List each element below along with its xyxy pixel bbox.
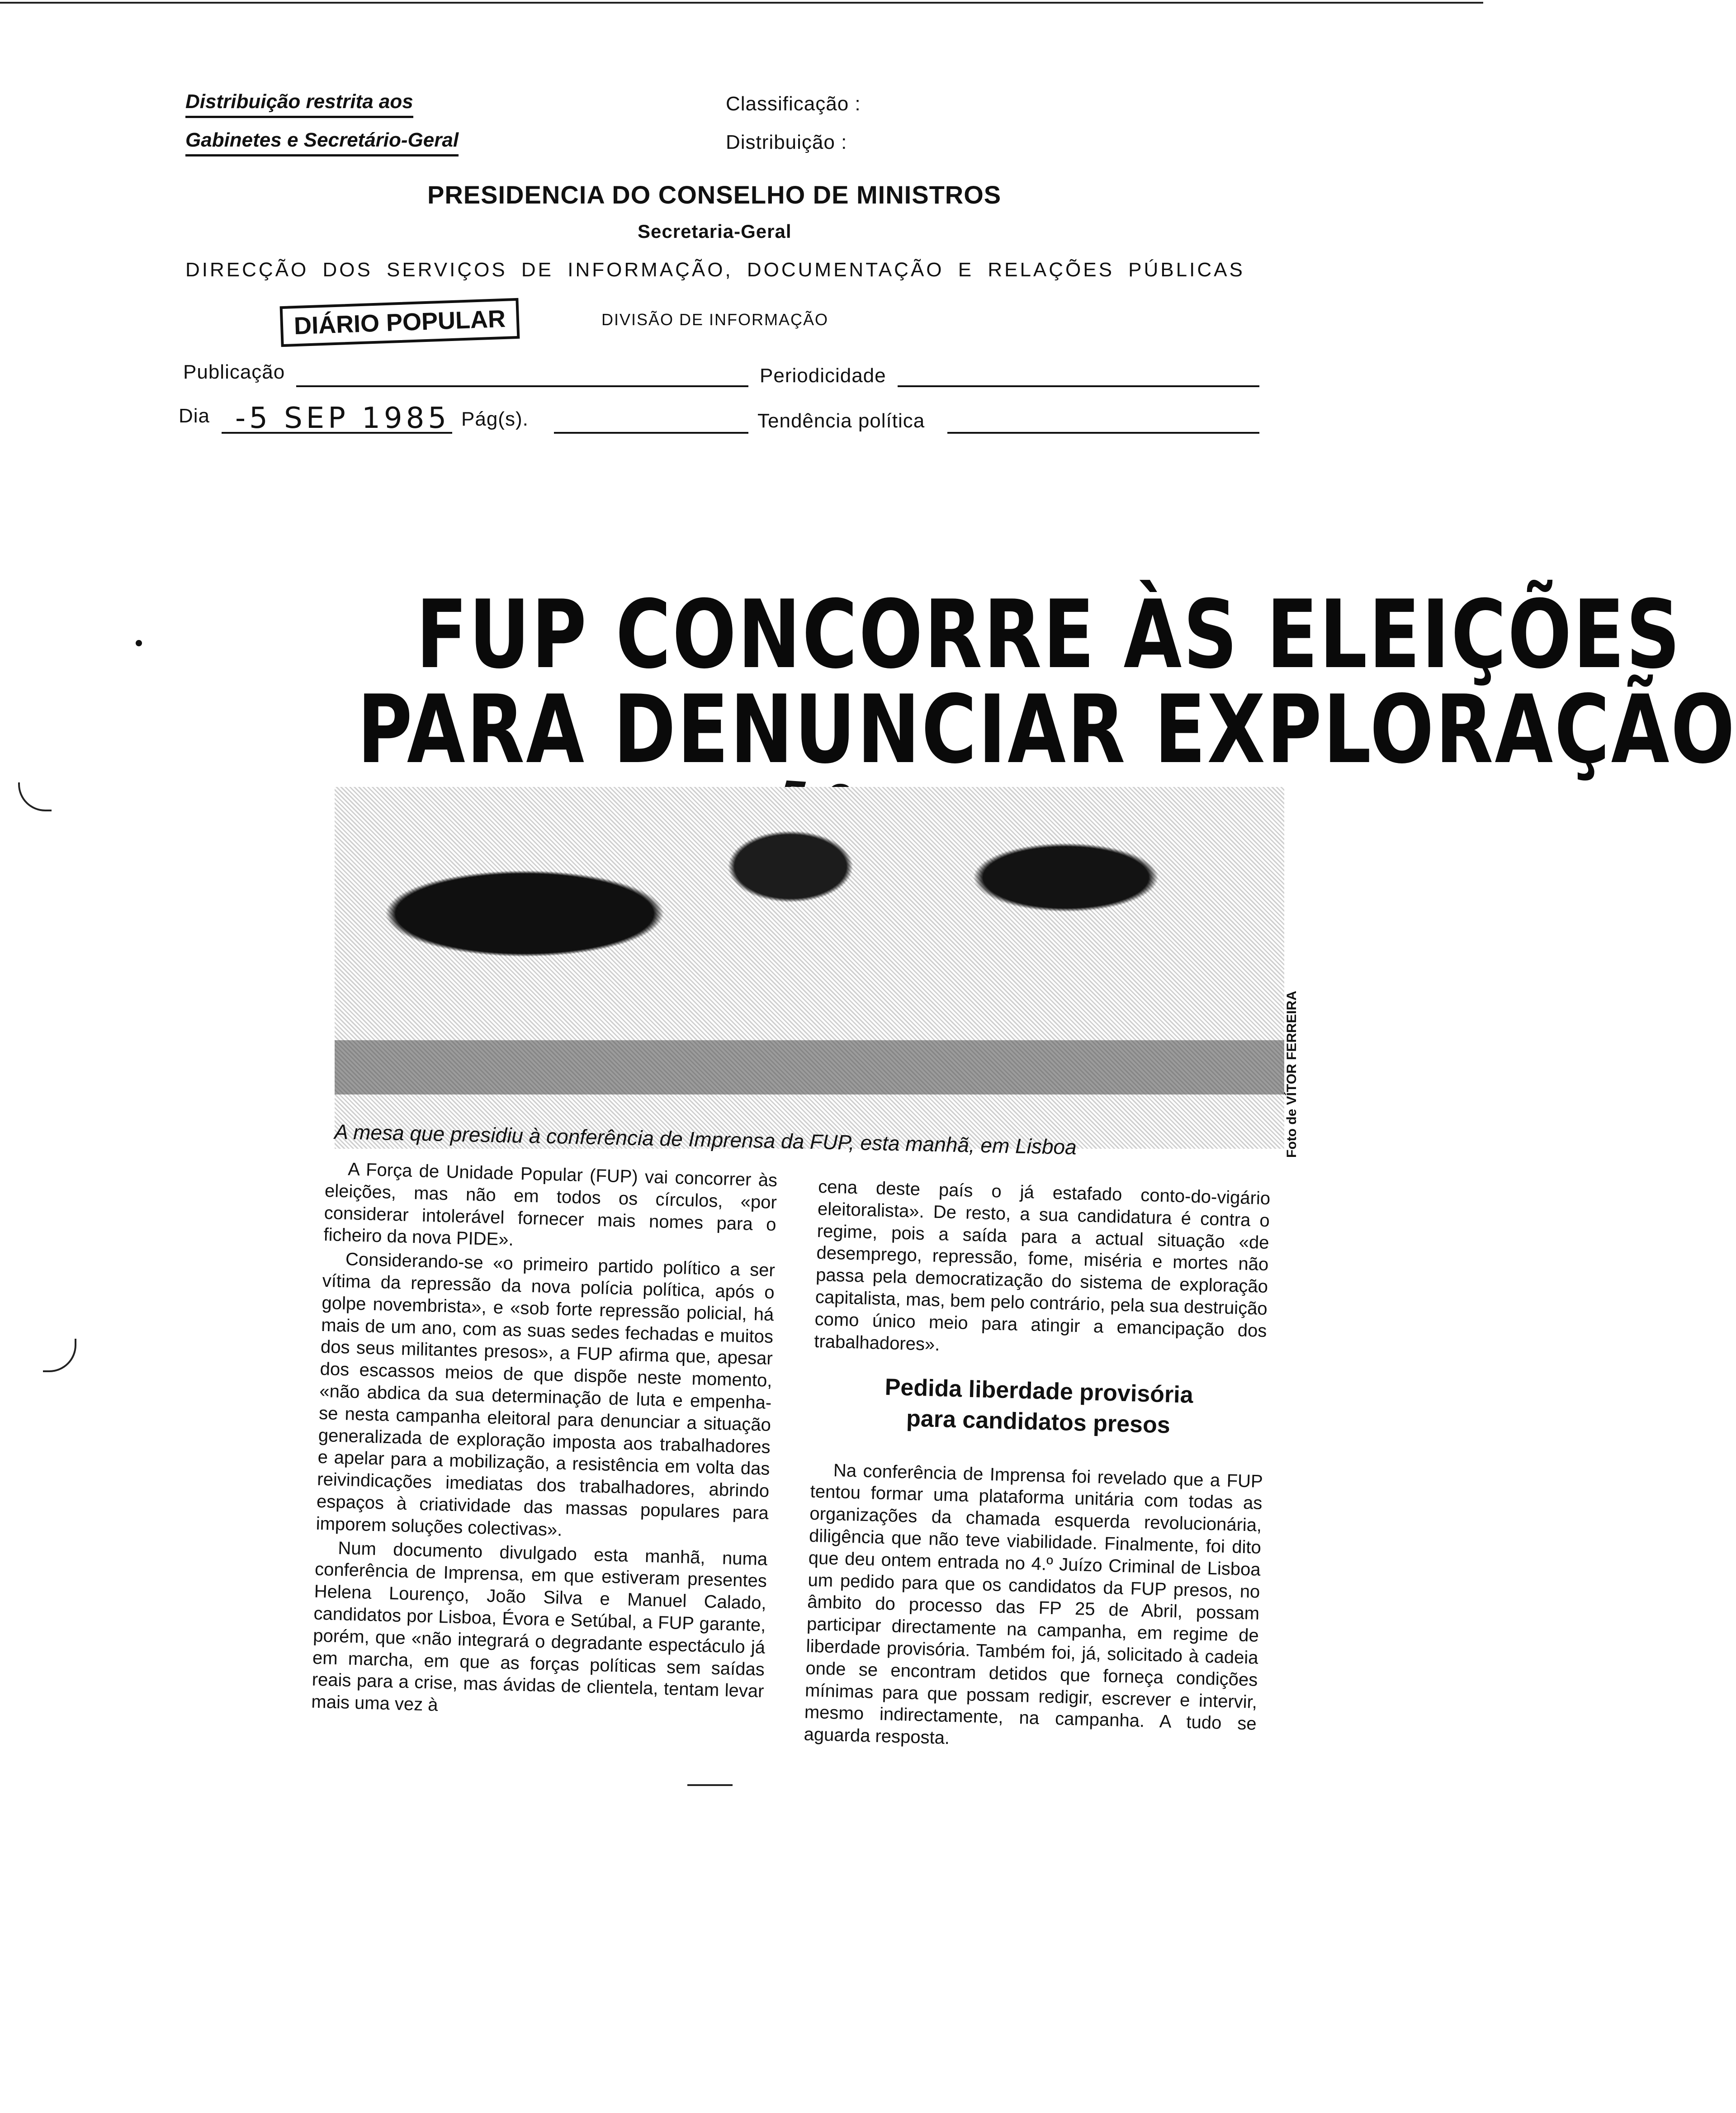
end-rule	[687, 1784, 733, 1786]
article-column-2	[804, 1176, 1271, 1759]
headline-line-2: PARA DENUNCIAR EXPLORAÇÃO	[357, 675, 1736, 785]
col1-paragraph-3: Num documento divulgado esta manhã, numa conferência de Imprensa, em que estiveram presentes Helena Lourenço, João Silva e Manuel Calado, candidatos por Lisboa, Évora e Setúbal, a FUP garante, porém, que «não integrará o degradante espectáculo já em marcha, em que as forças políticas sem saídas reais para a crise, mas ávidas de clientela, tentam levar mais uma vez à	[311, 1538, 768, 1715]
subhead-line-1: Pedida liberdade provisória	[885, 1374, 1194, 1409]
dia-label: Dia	[179, 405, 210, 427]
periodicidade-label: Periodicidade	[760, 365, 886, 387]
periodicidade-field	[898, 385, 1259, 387]
divisao-label: DIVISÃO DE INFORMAÇÃO	[601, 310, 829, 329]
col1-paragraph-2: Considerando-se «o primeiro partido político a ser vítima da repressão da nova polícia política, após o golpe novembrista», e «sob forte repressão policial, há mais de um ano, com as suas sedes fechadas e muitos dos seus militantes presos», a FUP afirma que, apesar dos escassos meios de que dispõe neste momento, «não abdica da sua determinação de luta e empenha-se nesta campanha eleitoral para denunciar a situação generalizada de exploração imposta aos trabalhadores e apelar para a mobilização, a resistência em volta das reivindicações imediatas dos trabalhadores, abrindo espaços à criatividade das massas populares para imporem soluções colectivas».	[316, 1249, 776, 1540]
col2-paragraph-2: Na conferência de Imprensa foi revelado que a FUP tentou formar uma plataforma unitária com todas as organizações da chamada esquerda revolucionária, diligência que não teve viabilidade. Finalmente, foi dito que deu ontem entrada no 4.º Juízo Criminal de Lisboa um pedido para que os candidatos da FUP presos, no âmbito do processo das FP 25 de Abril, possam participar directamente na campanha, em regime de liberdade provisória. Também foi, já, solicitado à cadeia onde se encontram detidos que forneça condições mínimas para que possam redigir, escrever e intervir, mesmo indirectamente, na campanha. A tudo se aguarda resposta.	[804, 1460, 1263, 1748]
publicacao-field	[296, 385, 748, 387]
margin-mark-2	[43, 1339, 76, 1372]
distribution-line-2: Gabinetes e Secretário-Geral	[185, 129, 459, 156]
top-rule	[0, 2, 1483, 4]
margin-dot	[136, 640, 142, 646]
classificacao-label: Classificação :	[726, 93, 861, 115]
photo-caption: A mesa que presidiu à conferência de Imprensa da FUP, esta manhã, em Lisboa	[334, 1119, 1077, 1159]
publicacao-label: Publicação	[183, 361, 285, 383]
photo-table-shadow	[335, 1040, 1284, 1094]
dia-value: -5 SEP 1985	[235, 402, 450, 435]
subhead	[812, 1370, 1265, 1443]
col2-paragraph-1: cena deste país o já estafado conto-do-vigário eleitoralista». De resto, a sua candidatura é contra o regime, pois a saída para a actual situação «de desemprego, repressão, fome, miséria e mortes não passa pela democratização do sistema de exploração capitalista, mas, bem pelo contrário, pela sua destruição como único meio para atingir a emancipação dos trabalhadores».	[814, 1176, 1271, 1355]
direccao-line: DIRECÇÃO DOS SERVIÇOS DE INFORMAÇÃO, DOCUMENTAÇÃO E RELAÇÕES PÚBLICAS	[185, 259, 1245, 281]
article-column-1	[311, 1158, 778, 1727]
photo-credit: Foto de VÍTOR FERREIRA	[1284, 990, 1299, 1158]
dia-field	[222, 432, 452, 434]
org-title: PRESIDENCIA DO CONSELHO DE MINISTROS	[427, 180, 1002, 209]
pags-label: Pág(s).	[461, 408, 529, 430]
col1-paragraph-1: A Força de Unidade Popular (FUP) vai concorrer às eleições, mas não em todos os círculos, «por considerar intolerável fornecer mais nomes para o ficheiro da nova PIDE».	[323, 1159, 778, 1250]
pags-field	[554, 432, 748, 434]
publication-stamp: DIÁRIO POPULAR	[280, 298, 520, 347]
press-conference-photo	[335, 787, 1284, 1149]
headline-line-1: FUP CONCORRE ÀS ELEIÇÕES	[416, 580, 1682, 690]
distribution-line-1: Distribuição restrita aos	[185, 90, 413, 118]
margin-mark-1	[18, 782, 52, 811]
tendencia-label: Tendência política	[757, 410, 925, 432]
org-subtitle: Secretaria-Geral	[638, 221, 792, 242]
subhead-line-2: para candidatos presos	[906, 1405, 1171, 1439]
tendencia-field	[947, 432, 1259, 434]
distribuicao-label: Distribuição :	[726, 131, 847, 153]
